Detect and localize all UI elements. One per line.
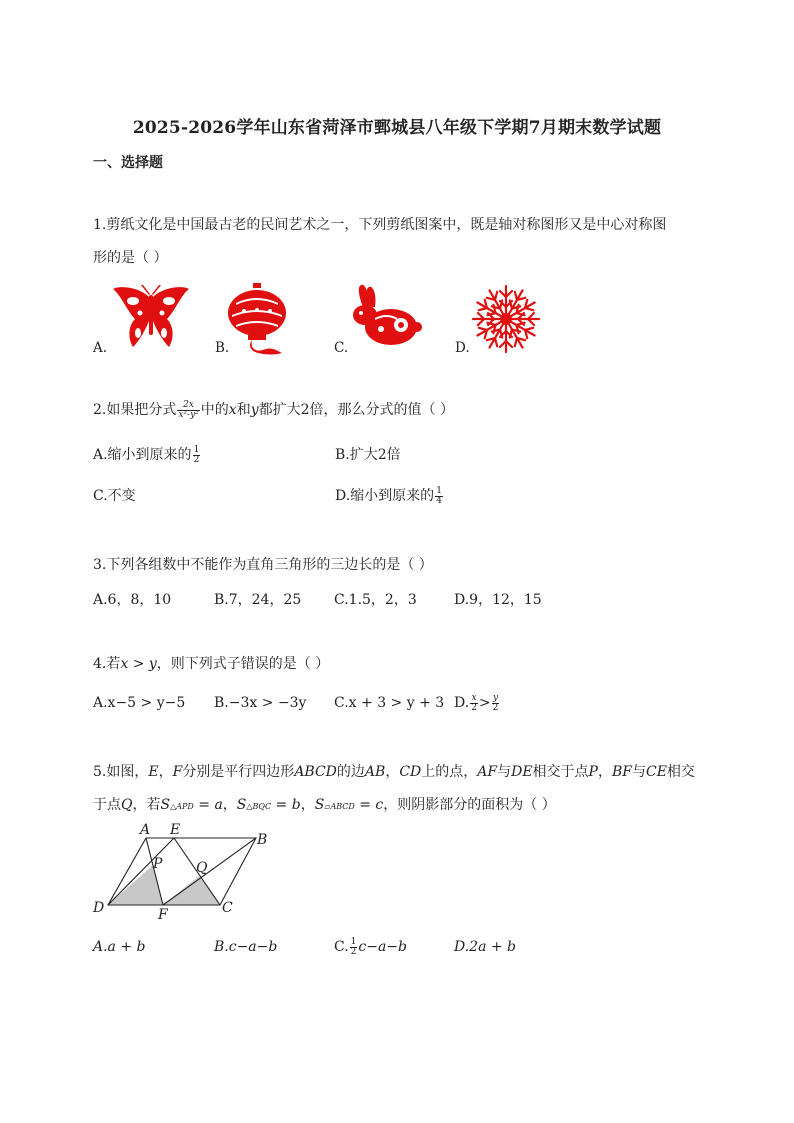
q4-d-y-den: 2	[492, 702, 499, 713]
q5-t5: 相交于点	[532, 764, 589, 780]
q5-parallelogram-figure	[90, 822, 280, 922]
q5-t4: 上的点，	[421, 764, 478, 780]
q2-fraction-numerator: 2x	[177, 401, 199, 411]
q5-s3-sub: ▱ABCD	[324, 802, 355, 811]
q5-label-b: B	[257, 832, 268, 848]
q2-option-a-fraction	[193, 446, 201, 465]
q5-s3-val: = c	[354, 797, 384, 813]
q5-label-p: P	[153, 856, 163, 872]
q2-option-a-num: 1	[193, 444, 200, 455]
q5-bf: BF	[611, 764, 632, 780]
q5-t1: 5.如图，	[93, 764, 149, 780]
q5-af: AF	[477, 764, 498, 780]
q5-e: E	[148, 764, 159, 780]
q3-stem: 3.下列各组数中不能作为直角三角形的三边长的是（ ）	[93, 557, 433, 573]
q3-option-d[interactable]: D.9，12，15	[454, 592, 542, 608]
q5-option-d-text: D.2a + b	[454, 939, 517, 955]
rabbit-papercut-icon	[347, 283, 423, 351]
q5-c2: ，	[385, 764, 400, 780]
q2-option-d-den: 4	[436, 495, 442, 506]
q4-stem-pre: 4.若	[93, 656, 121, 672]
q3-option-a[interactable]: A.6，8，10	[93, 592, 172, 608]
q5-yu1: 与	[497, 764, 512, 780]
q2-fraction-denominator: x²-y²	[178, 409, 199, 420]
q2-option-b[interactable]: B.扩大2倍	[335, 447, 401, 463]
q5-stem-line2	[93, 795, 556, 817]
q5-option-c-den: 2	[350, 946, 357, 957]
q5-cd: CD	[399, 764, 422, 780]
q4-d-x-num: x	[471, 692, 477, 703]
q4-d-y-num: y	[492, 692, 499, 703]
lantern-papercut-icon	[226, 283, 288, 355]
q2-option-a[interactable]	[93, 445, 201, 465]
q5-de: DE	[511, 764, 533, 780]
q5-abcd: ABCD	[294, 764, 337, 780]
q4-option-d-label: D.	[454, 695, 470, 711]
q3-option-b[interactable]: B.7，24，25	[214, 592, 302, 608]
q4-d-x-den: 2	[471, 702, 477, 713]
q1-stem-line1: 1.剪纸文化是中国最古老的民间艺术之一，下列剪纸图案中，既是轴对称图形又是中心对称图	[93, 217, 667, 233]
q1-option-a-label[interactable]: A.	[93, 340, 108, 356]
q2-stem-mid2: 和	[236, 402, 251, 418]
q5-t7: 于点	[93, 797, 121, 813]
q5-ab: AB	[364, 764, 386, 780]
q4-condition: x > y	[120, 656, 157, 672]
q5-s1-sub: △APD	[170, 802, 194, 811]
q5-label-d: D	[93, 900, 105, 916]
q1-option-c-label[interactable]: C.	[334, 340, 349, 356]
q5-t8: ，若	[132, 797, 161, 813]
q4-stem	[93, 654, 329, 674]
q5-option-b[interactable]	[214, 937, 277, 957]
q5-c4: ，	[222, 797, 237, 813]
q5-s2-val: = b	[271, 797, 301, 813]
q2-fraction	[177, 401, 199, 420]
q5-t2: 分别是平行四边形	[182, 764, 295, 780]
q5-option-c-rest: c−a−b	[358, 939, 408, 955]
q5-s3: S	[314, 797, 325, 813]
q5-t3: 的边	[336, 764, 365, 780]
q5-option-c-label: C.	[334, 939, 349, 955]
q5-t9: ，则阴影部分的面积为（ ）	[383, 797, 556, 813]
q5-q: Q	[121, 797, 133, 813]
q4-stem-post: ，则下列式子错误的是（ ）	[156, 656, 330, 672]
q2-var-x: x	[228, 402, 237, 418]
q2-stem	[93, 400, 454, 420]
q5-f: F	[172, 764, 183, 780]
q4-option-d-frac-x	[470, 694, 478, 713]
q2-stem-post: 都扩大2倍，那么分式的值（ ）	[258, 402, 454, 418]
q5-s2: S	[236, 797, 247, 813]
snowflake-papercut-icon	[470, 283, 542, 355]
q4-option-d-gt: >	[478, 695, 491, 711]
q2-option-d-num: 1	[436, 485, 442, 496]
q2-option-d-fraction	[435, 487, 443, 506]
q1-option-b-label[interactable]: B.	[215, 340, 230, 356]
q5-shaded-triangle-right	[163, 876, 220, 905]
q5-s1: S	[160, 797, 171, 813]
q2-stem-mid1: 中的	[200, 402, 229, 418]
butterfly-papercut-icon	[111, 285, 191, 353]
q5-option-a-text: A.a + b	[93, 939, 146, 955]
q2-option-c[interactable]: C.不变	[93, 488, 136, 504]
q5-label-a: A	[140, 822, 151, 838]
q5-stem-line1	[93, 762, 695, 782]
q5-label-q: Q	[196, 860, 208, 876]
q5-label-f: F	[158, 907, 168, 922]
q5-label-e: E	[170, 822, 181, 838]
q5-yu2: 与	[631, 764, 646, 780]
page-title: 2025-2026学年山东省菏泽市鄄城县八年级下学期7月期末数学试题	[132, 118, 662, 138]
q1-option-d-label[interactable]: D.	[455, 340, 470, 356]
q3-option-c[interactable]: C.1.5，2，3	[334, 592, 417, 608]
q2-var-y: y	[250, 402, 259, 418]
q5-label-c: C	[222, 900, 233, 916]
q5-option-b-text: B.c−a−b	[214, 939, 278, 955]
q5-c5: ，	[300, 797, 315, 813]
q5-c1: ，	[158, 764, 173, 780]
q4-option-c[interactable]: C.x + 3 > y + 3	[334, 695, 445, 711]
q5-s1-val: = a	[193, 797, 223, 813]
q5-s2-sub: △BQC	[246, 802, 272, 811]
q5-option-d[interactable]	[454, 937, 516, 957]
q4-option-d[interactable]	[454, 693, 500, 713]
q2-option-d[interactable]	[335, 486, 444, 506]
q2-option-d-text: D.缩小到原来的	[335, 488, 435, 504]
q5-t6: 相交	[666, 764, 695, 780]
q5-option-c[interactable]	[334, 937, 407, 957]
q4-option-a[interactable]: A.x−5 > y−5	[93, 695, 186, 711]
q2-stem-pre: 2.如果把分式	[93, 402, 177, 418]
q5-option-a[interactable]	[93, 937, 146, 957]
q4-option-b[interactable]: B.−3x > −3y	[214, 695, 307, 711]
q4-option-d-frac-y	[492, 694, 500, 713]
q5-option-c-num: 1	[350, 936, 357, 947]
q5-c3: ，	[597, 764, 612, 780]
section-heading: 一、选择题	[93, 155, 163, 171]
q5-ce: CE	[645, 764, 667, 780]
q1-stem-line2: 形的是（ ）	[93, 250, 168, 266]
q5-option-c-fraction	[350, 938, 358, 957]
q2-option-a-text: A.缩小到原来的	[93, 447, 192, 463]
q2-option-a-den: 2	[193, 454, 200, 465]
q5-p: P	[588, 764, 598, 780]
